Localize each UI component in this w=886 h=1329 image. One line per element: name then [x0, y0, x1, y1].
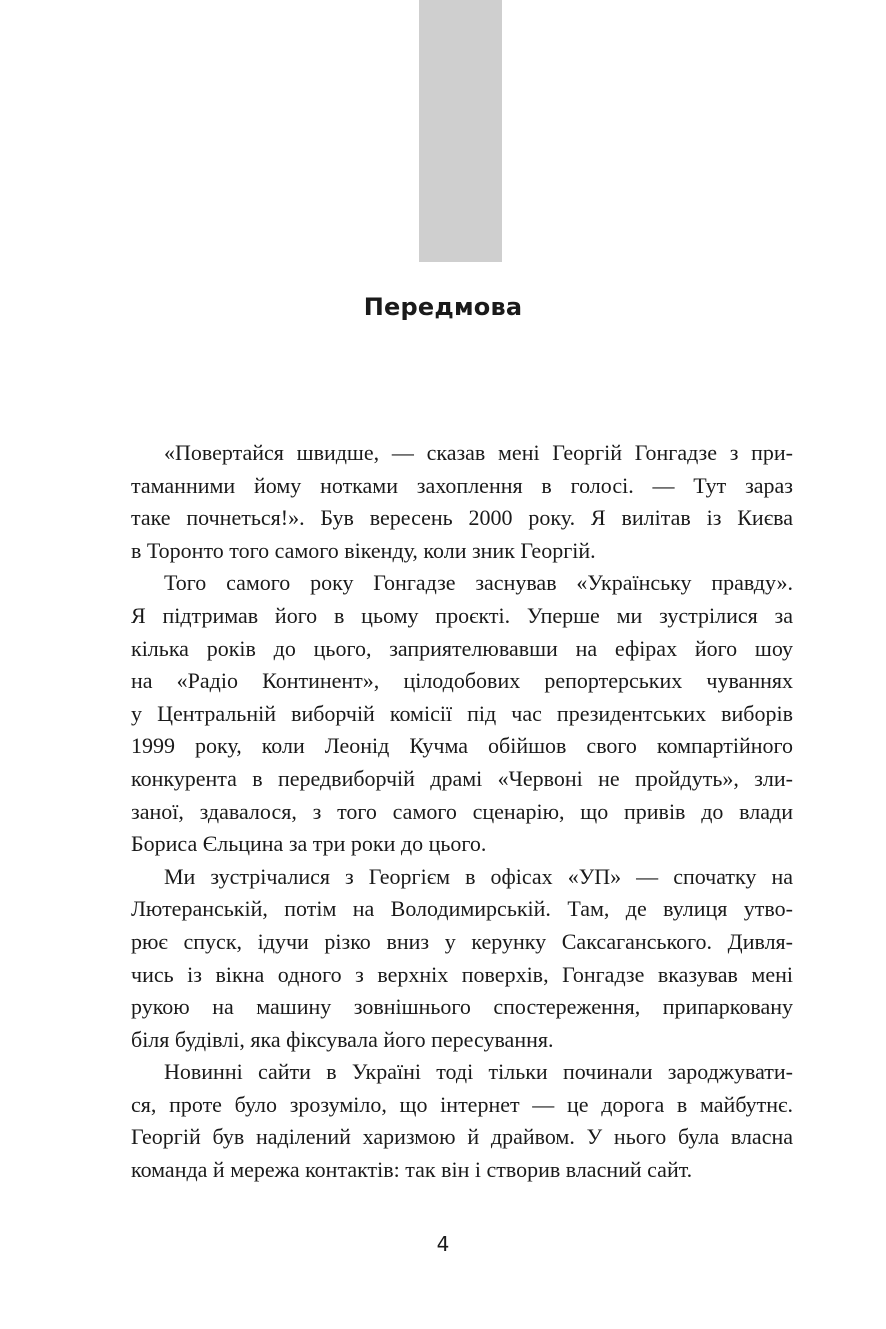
body-text [131, 437, 793, 1187]
text-line: кілька років до цього, заприятелювавши на ефірах його шоу [131, 635, 793, 661]
text-line: рює спуск, ідучи різко вниз у керунку Саксаганського. Дивля- [131, 928, 793, 954]
text-line: Лютеранській, потім на Володимирській. Там, де вулиця утво- [131, 896, 793, 922]
text-line: Ми зустрічалися з Георгієм в офісах «УП» — спочатку на [164, 863, 793, 889]
text-line: Я підтримав його в цьому проєкті. Уперше ми зустрілися за [131, 602, 793, 628]
text-line: таке почнеться!». Був вересень 2000 року. Я вилітав із Києва [131, 505, 793, 531]
chapter-title: Передмова [363, 293, 523, 321]
text-line: рукою на машину зовнішнього спостереження, припарковану [131, 994, 793, 1020]
text-line: у Центральній виборчій комісії під час президентських виборів [131, 700, 793, 726]
text-line: заної, здавалося, з того самого сценарію, що привів до влади [131, 798, 793, 824]
text-line: на «Радіо Континент», цілодобових репортерських чуваннях [131, 668, 793, 694]
text-line: ся, проте було зрозуміло, що інтернет — це дорога в майбутнє. [131, 1091, 793, 1117]
text-line: «Повертайся швидше, — сказав мені Георгій Гонгадзе з при- [164, 440, 793, 465]
page-number: 4 [436, 1232, 450, 1256]
text-line: Бориса Єльцина за три роки до цього. [131, 831, 487, 857]
text-line: Того самого року Гонгадзе заснував «Українську правду». [164, 570, 793, 596]
text-line: в Торонто того самого вікенду, коли зник Георгій. [131, 537, 596, 563]
text-line: конкурента в передвиборчій драмі «Червоні не пройдуть», зли- [131, 765, 793, 791]
text-line: біля будівлі, яка фіксувала його пересування. [131, 1026, 554, 1052]
text-line: Георгій був наділений харизмою й драйвом. У нього була власна [131, 1124, 793, 1150]
text-line: 1999 року, коли Леонід Кучма обійшов свого компартійного [131, 733, 793, 759]
text-line: команда й мережа контактів: так він і створив власний сайт. [131, 1157, 693, 1183]
text-line: таманними йому нотками захоплення в голосі. — Тут зараз [131, 472, 793, 498]
chapter-marker-bar [419, 0, 502, 262]
text-line: Новинні сайти в Україні тоді тільки починали зароджувати- [164, 1059, 793, 1085]
text-line: чись із вікна одного з верхніх поверхів, Гонгадзе вказував мені [131, 961, 793, 987]
